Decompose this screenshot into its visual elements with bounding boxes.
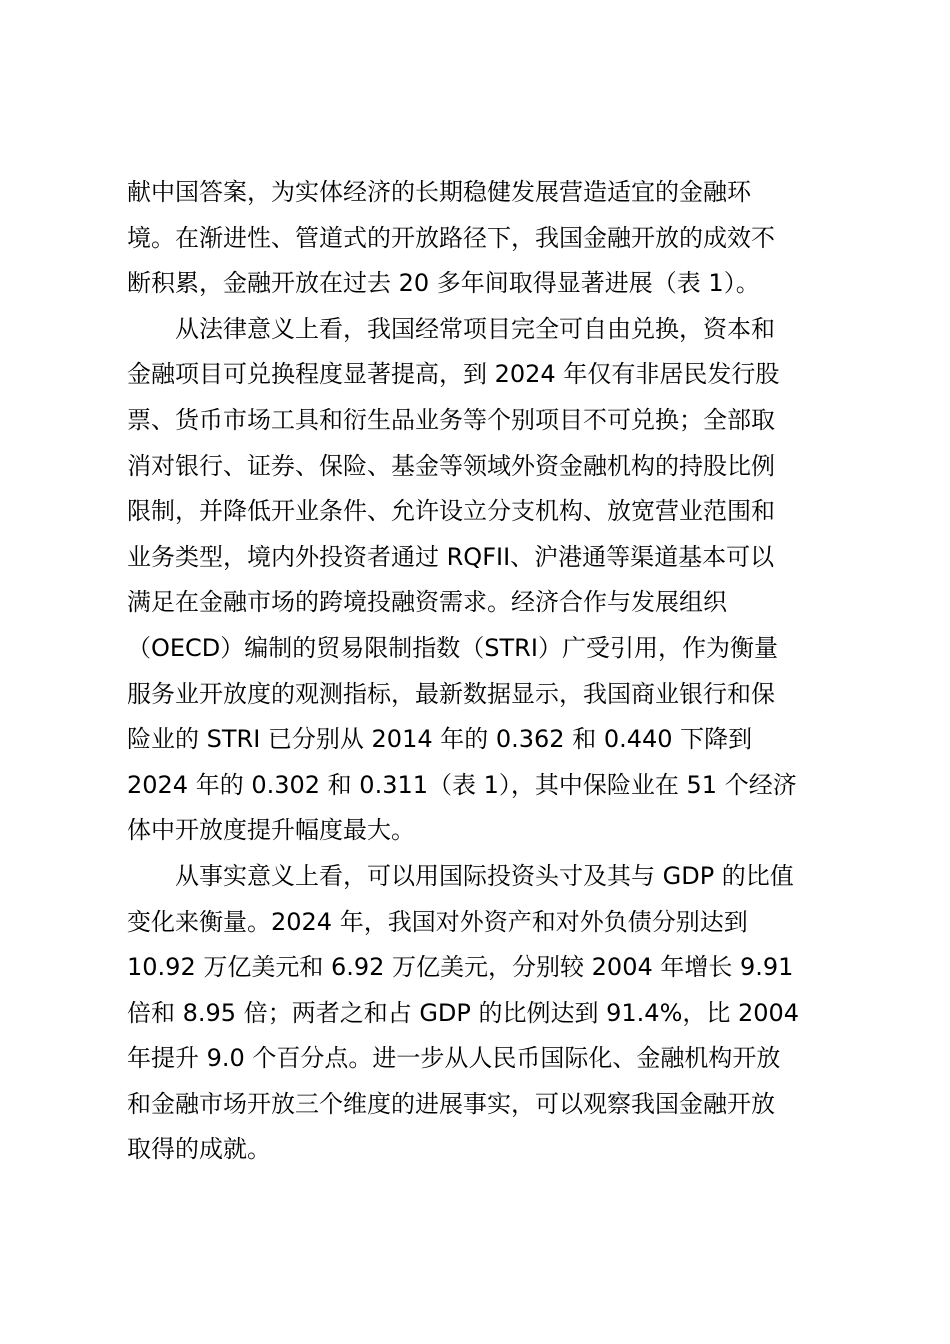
text-line: 体中开放度提升幅度最大。	[127, 816, 415, 845]
text-line: 取得的成就。	[127, 1135, 271, 1164]
text-line: 境。在渐进性、管道式的开放路径下，我国金融开放的成效不	[127, 223, 775, 252]
paragraph-2	[127, 307, 837, 854]
text-line: 倍和 8.95 倍；两者之和占 GDP 的比例达到 91.4%，比 2004	[127, 998, 800, 1027]
text-line: 从法律意义上看，我国经常项目完全可自由兑换，资本和	[175, 314, 775, 343]
text-line: 消对银行、证券、保险、基金等领域外资金融机构的持股比例	[127, 451, 775, 480]
text-line: 变化来衡量。2024 年，我国对外资产和对外负债分别达到	[127, 907, 748, 936]
text-line: 从事实意义上看，可以用国际投资头寸及其与 GDP 的比值	[175, 861, 794, 890]
text-line: 票、货币市场工具和衍生品业务等个别项目不可兑换；全部取	[127, 405, 775, 434]
text-line: 10.92 万亿美元和 6.92 万亿美元，分别较 2004 年增长 9.91	[127, 953, 794, 982]
text-line: 献中国答案，为实体经济的长期稳健发展营造适宜的金融环	[127, 178, 751, 206]
text-line: 满足在金融市场的跨境投融资需求。经济合作与发展组织	[127, 588, 727, 617]
text-line: 险业的 STRI 已分别从 2014 年的 0.362 和 0.440 下降到	[127, 725, 753, 754]
paragraph-1	[127, 170, 837, 307]
text-line: 金融项目可兑换程度显著提高，到 2024 年仅有非居民发行股	[127, 360, 780, 389]
text-line: （OECD）编制的贸易限制指数（STRI）广受引用，作为衡量	[127, 633, 778, 662]
text-line: 服务业开放度的观测指标，最新数据显示，我国商业银行和保	[127, 679, 775, 708]
paragraph-3	[127, 854, 837, 1173]
text-line: 限制，并降低开业条件、允许设立分支机构、放宽营业范围和	[127, 497, 775, 526]
text-line: 2024 年的 0.302 和 0.311（表 1），其中保险业在 51 个经济	[127, 770, 797, 799]
text-line: 断积累，金融开放在过去 20 多年间取得显著进展（表 1）。	[127, 269, 760, 298]
text-line: 年提升 9.0 个百分点。进一步从人民币国际化、金融机构开放	[127, 1044, 781, 1073]
text-line: 业务类型，境内外投资者通过 RQFII、沪港通等渠道基本可以	[127, 542, 775, 571]
text-line: 和金融市场开放三个维度的进展事实，可以观察我国金融开放	[127, 1089, 775, 1118]
document-body	[127, 170, 837, 1173]
